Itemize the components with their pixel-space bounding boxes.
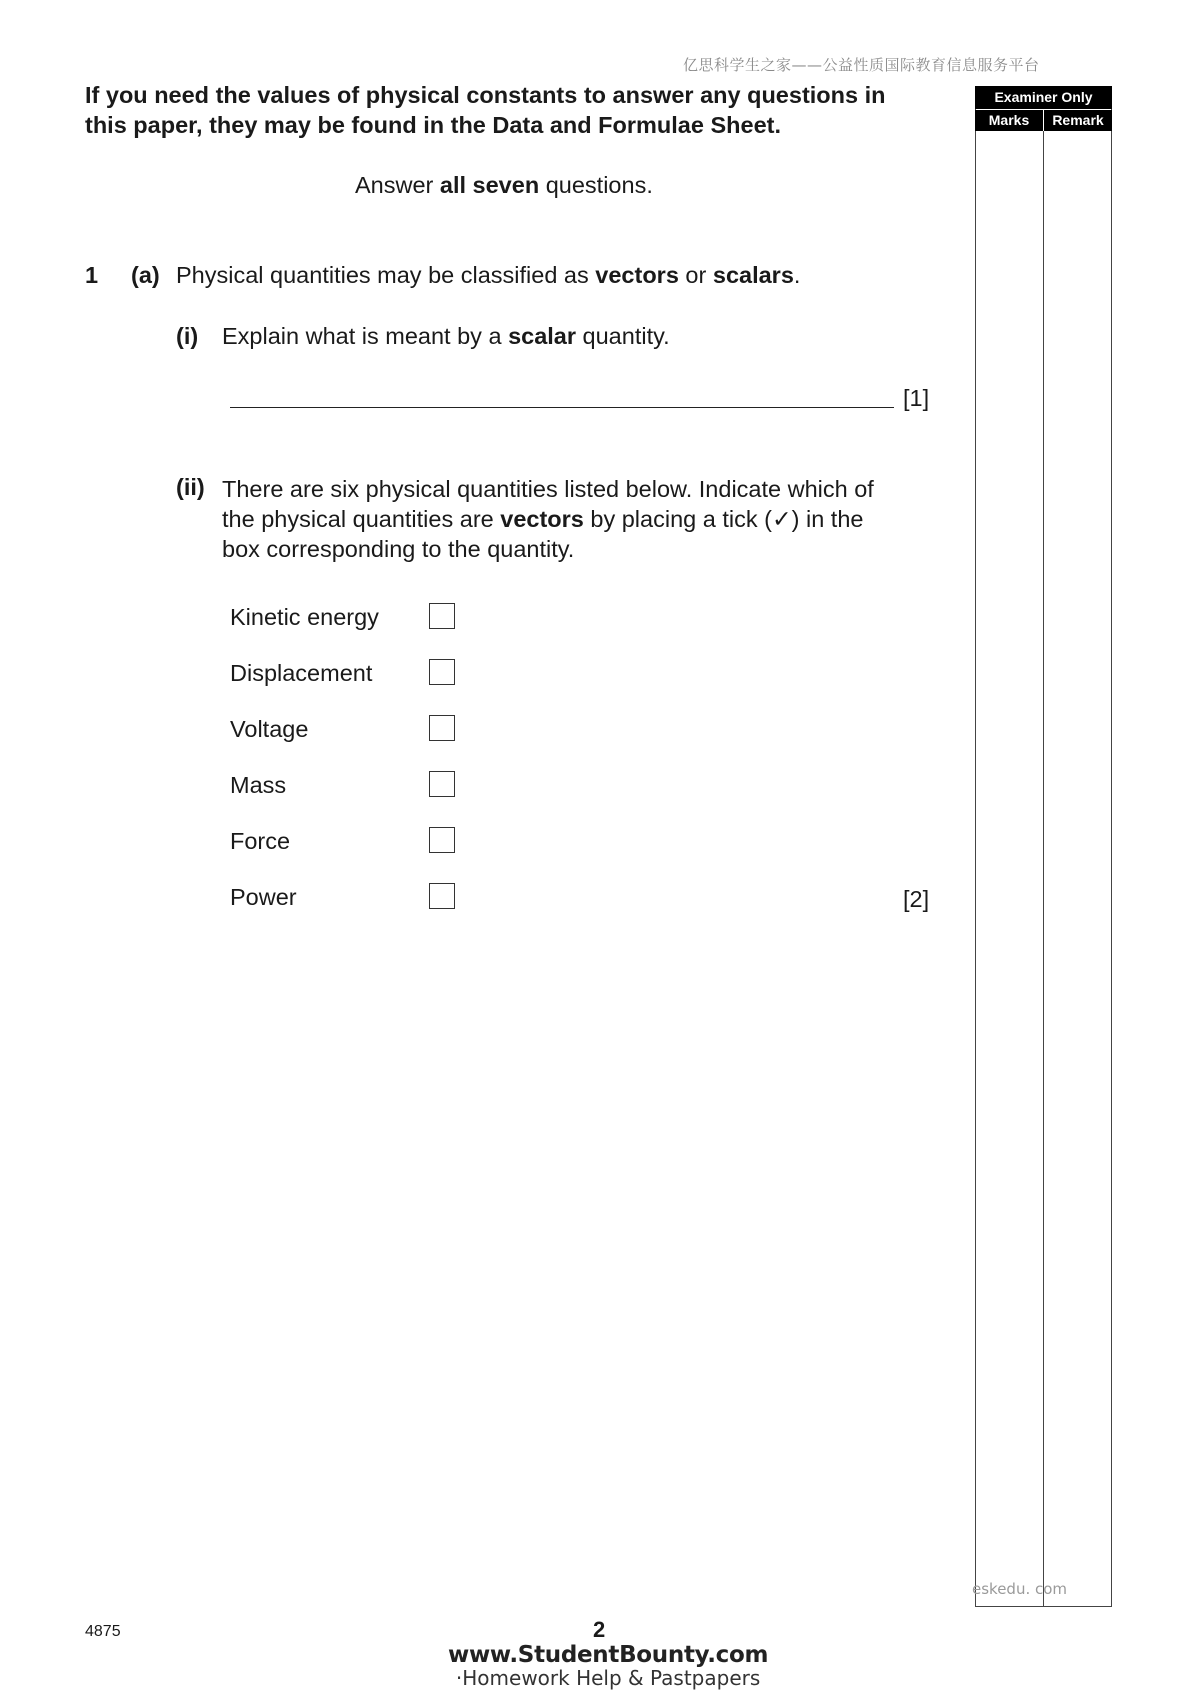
- examiner-only-header: Examiner Only: [975, 86, 1112, 109]
- constants-notice-line2: this paper, they may be found in the Data and Formulae Sheet.: [85, 112, 781, 138]
- page-number: 2: [593, 1617, 606, 1642]
- quantity-label-voltage: Voltage: [230, 716, 309, 742]
- part-a-post: .: [793, 262, 801, 288]
- part-a-mid: or: [678, 262, 713, 288]
- part-a-bold-scalars: scalars: [712, 262, 794, 288]
- sub-ii-text: [222, 474, 874, 564]
- sub-ii-label: (ii): [176, 474, 205, 500]
- tick-box-displacement[interactable]: [429, 659, 455, 685]
- sub-i-bold: scalar: [508, 323, 577, 349]
- sub-ii-line3: box corresponding to the quantity.: [222, 536, 575, 562]
- instruction-pre: Answer: [355, 172, 440, 198]
- footer-logo-line2: ·Homework Help & Pastpapers: [455, 1666, 761, 1690]
- sub-ii-line2-post: by placing a tick (✓) in the: [583, 506, 864, 532]
- quantity-label-kinetic-energy: Kinetic energy: [230, 604, 379, 630]
- quantity-label-force: Force: [230, 828, 291, 854]
- tick-box-power[interactable]: [429, 883, 455, 909]
- sub-i-text: [222, 323, 670, 350]
- constants-notice: [85, 80, 935, 140]
- question-number: 1: [85, 262, 99, 288]
- answer-instruction: [355, 172, 653, 199]
- paper-code: 4875: [85, 1623, 121, 1640]
- part-a-text: [176, 262, 800, 289]
- tick-box-force[interactable]: [429, 827, 455, 853]
- sub-ii-line1: There are six physical quantities listed below. Indicate which of: [222, 476, 874, 502]
- side-watermark: eskedu. com: [972, 1580, 1068, 1598]
- instruction-post: questions.: [539, 172, 653, 198]
- quantity-label-displacement: Displacement: [230, 660, 373, 686]
- sub-ii-marks: [2]: [903, 886, 930, 912]
- sub-i-label: (i): [176, 323, 199, 349]
- quantity-label-mass: Mass: [230, 772, 287, 798]
- quantity-label-power: Power: [230, 884, 297, 910]
- sub-i-post: quantity.: [576, 323, 670, 349]
- part-a-pre: Physical quantities may be classified as: [176, 262, 596, 288]
- footer-logo-line1: www.StudentBounty.com: [448, 1642, 769, 1668]
- sub-ii-line2-pre: the physical quantities are: [222, 506, 501, 532]
- tick-box-mass[interactable]: [429, 771, 455, 797]
- answer-line[interactable]: [230, 407, 894, 408]
- instruction-bold: all seven: [439, 172, 540, 198]
- sub-i-pre: Explain what is meant by a: [222, 323, 509, 349]
- part-a-label: (a): [131, 262, 160, 288]
- examiner-column-divider: [1043, 131, 1044, 1607]
- examiner-remark-header: Remark: [1044, 110, 1112, 131]
- sub-ii-line2-bold: vectors: [500, 506, 584, 532]
- constants-notice-line1: If you need the values of physical constants to answer any questions in: [85, 82, 886, 108]
- part-a-bold-vectors: vectors: [595, 262, 679, 288]
- sub-i-marks: [1]: [903, 385, 930, 411]
- tick-box-voltage[interactable]: [429, 715, 455, 741]
- header-watermark: 亿思科学生之家——公益性质国际教育信息服务平台: [683, 56, 1040, 74]
- sub-ii-line2: [222, 504, 874, 534]
- tick-box-kinetic-energy[interactable]: [429, 603, 455, 629]
- examiner-marks-header: Marks: [975, 110, 1043, 131]
- footer-logo: [448, 1643, 768, 1689]
